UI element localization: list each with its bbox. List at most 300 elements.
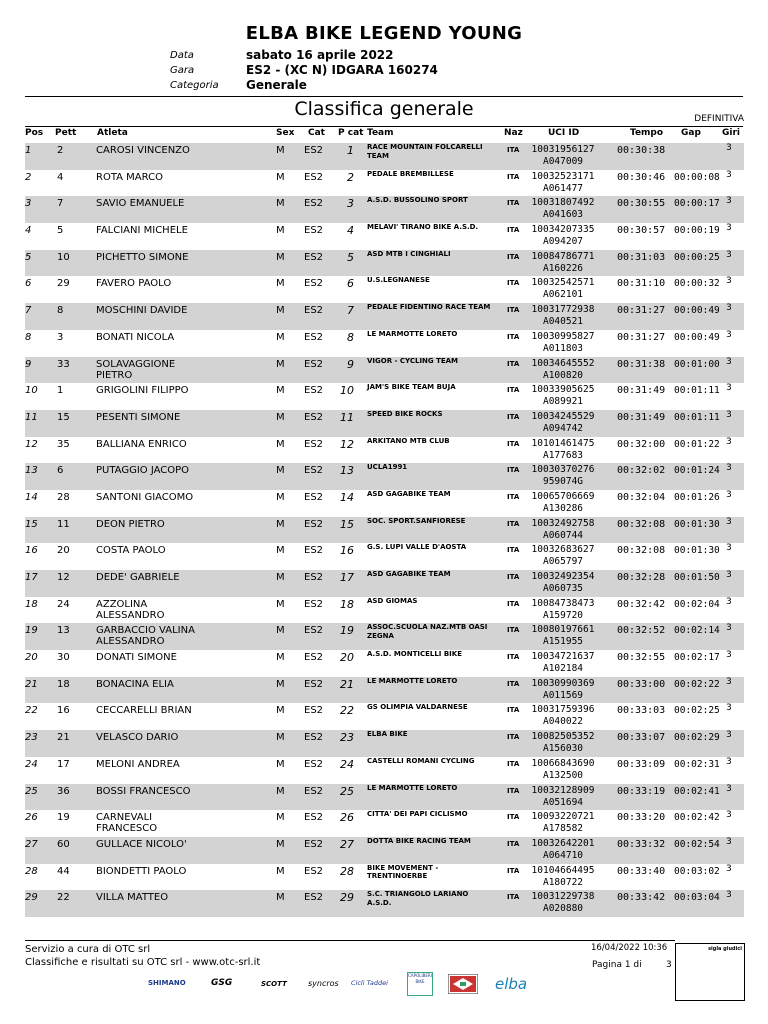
meta-categoria-label: Categoria bbox=[170, 80, 219, 91]
category-cell: ES2 bbox=[304, 171, 324, 183]
team-cell: LE MARMOTTE LORETO bbox=[367, 329, 458, 338]
page-total: 3 bbox=[666, 960, 672, 970]
bib-cell: 11 bbox=[57, 518, 70, 530]
laps-cell: 3 bbox=[726, 570, 732, 580]
uci-id-cell bbox=[530, 384, 596, 408]
athlete-cell: FAVERO PAOLO bbox=[96, 278, 172, 290]
team-cell: ASD GAGABIKE TEAM bbox=[367, 489, 451, 498]
athlete-cell: SANTONI GIACOMO bbox=[96, 491, 194, 503]
category-position-cell: 5 bbox=[347, 250, 354, 264]
time-cell: 00:33:42 bbox=[617, 892, 666, 904]
uci-id-number: 10032542571 bbox=[531, 277, 595, 289]
team-cell: ARKITANO MTB CLUB bbox=[367, 436, 450, 445]
time-cell: 00:30:57 bbox=[617, 225, 666, 237]
table-row bbox=[25, 597, 744, 624]
scott-logo: SCOTT bbox=[261, 980, 287, 988]
taddei-logo: Cicli Taddei bbox=[351, 979, 388, 987]
uci-id-cell bbox=[530, 277, 596, 301]
team-cell: PEDALE FIDENTINO RACE TEAM bbox=[367, 303, 491, 312]
category-position-cell: 6 bbox=[347, 277, 354, 291]
status-label: DEFINITIVA bbox=[694, 114, 744, 124]
capoliberi-logo: CAPOLIBERI BIKE bbox=[407, 972, 433, 996]
uci-id-code: A178582 bbox=[542, 823, 584, 835]
sex-cell: M bbox=[276, 652, 285, 664]
pos-cell: 27 bbox=[25, 838, 38, 850]
team-cell: CITTA' DEI PAPI CICLISMO bbox=[367, 810, 468, 819]
time-cell: 00:30:46 bbox=[617, 171, 666, 183]
gap-cell: 00:01:26 bbox=[674, 491, 720, 503]
table-row bbox=[25, 703, 744, 730]
flag-logo bbox=[448, 974, 478, 996]
bib-cell: 6 bbox=[57, 465, 64, 477]
table-row bbox=[25, 730, 744, 757]
category-position-cell: 12 bbox=[340, 437, 354, 451]
nation-cell: ITA bbox=[507, 332, 520, 341]
nation-cell: ITA bbox=[507, 252, 520, 261]
sex-cell: M bbox=[276, 225, 285, 237]
bib-cell: 17 bbox=[57, 758, 70, 770]
athlete-cell: BIONDETTI PAOLO bbox=[96, 865, 187, 877]
uci-id-number: 10104664495 bbox=[531, 864, 595, 876]
regional-flag-icon bbox=[448, 974, 478, 994]
uci-id-number: 10032492758 bbox=[531, 517, 595, 529]
bib-cell: 15 bbox=[57, 411, 70, 423]
uci-id-code: A159720 bbox=[542, 609, 584, 621]
team-cell: ASSOC.SCUOLA NAZ.MTB OASI ZEGNA bbox=[367, 623, 488, 640]
laps-cell: 3 bbox=[726, 703, 732, 714]
laps-cell: 3 bbox=[726, 409, 732, 420]
sex-cell: M bbox=[276, 865, 285, 877]
uci-id-cell bbox=[530, 251, 596, 275]
sex-cell: M bbox=[276, 598, 285, 610]
uci-id-cell bbox=[530, 331, 596, 355]
time-cell: 00:33:09 bbox=[617, 758, 666, 770]
table-row bbox=[25, 757, 744, 784]
time-cell: 00:32:02 bbox=[617, 465, 666, 477]
athlete-cell: DEDE' GABRIELE bbox=[96, 572, 180, 583]
category-position-cell: 10 bbox=[340, 384, 354, 398]
gap-cell: 00:02:04 bbox=[674, 598, 720, 610]
table-row bbox=[25, 543, 744, 570]
page-label: Pagina 1 di bbox=[592, 960, 642, 970]
category-cell: ES2 bbox=[304, 705, 324, 717]
gap-cell: 00:02:41 bbox=[674, 785, 720, 797]
uci-id-cell bbox=[530, 144, 596, 168]
uci-id-code: A089921 bbox=[542, 396, 584, 408]
pos-cell: 24 bbox=[25, 758, 38, 770]
category-cell: ES2 bbox=[304, 732, 324, 744]
category-position-cell: 8 bbox=[347, 330, 354, 344]
team-cell: BIKE MOVEMENT - TRENTINOERBE bbox=[367, 863, 439, 881]
team-cell: A.S.D. MONTICELLI BIKE bbox=[367, 650, 462, 659]
team-cell: A.S.D. BUSSOLINO SPORT bbox=[367, 196, 468, 205]
table-row bbox=[25, 196, 744, 223]
team-cell: ELBA BIKE bbox=[367, 730, 408, 739]
pos-cell: 15 bbox=[25, 518, 38, 530]
category-cell: ES2 bbox=[304, 491, 324, 503]
nation-cell: ITA bbox=[507, 226, 520, 235]
category-position-cell: 2 bbox=[347, 170, 354, 184]
pos-cell: 16 bbox=[25, 545, 38, 557]
pos-cell: 21 bbox=[25, 678, 38, 690]
athlete-cell: BOSSI FRANCESCO bbox=[96, 785, 191, 797]
uci-id-code: A130286 bbox=[542, 502, 584, 514]
nation-cell: ITA bbox=[507, 813, 520, 822]
uci-id-code: A180722 bbox=[542, 876, 584, 888]
col-uci: UCI ID bbox=[548, 128, 580, 138]
athlete-cell: DEON PIETRO bbox=[96, 518, 165, 530]
bib-cell: 60 bbox=[57, 838, 70, 850]
uci-id-number: 10034721637 bbox=[531, 651, 595, 663]
bib-cell: 44 bbox=[57, 865, 70, 877]
category-cell: ES2 bbox=[304, 652, 324, 664]
category-position-cell: 14 bbox=[340, 490, 354, 504]
col-atleta: Atleta bbox=[97, 128, 128, 138]
uci-id-number: 10030370276 bbox=[531, 464, 595, 476]
nation-cell: ITA bbox=[507, 519, 520, 528]
category-position-cell: 20 bbox=[340, 651, 354, 665]
athlete-cell: DONATI SIMONE bbox=[96, 652, 177, 664]
uci-id-cell bbox=[530, 811, 596, 835]
table-row bbox=[25, 223, 744, 250]
category-position-cell: 1 bbox=[347, 144, 354, 157]
table-row bbox=[25, 276, 744, 303]
laps-cell: 3 bbox=[726, 436, 732, 447]
category-cell: ES2 bbox=[304, 278, 324, 290]
uci-id-cell bbox=[530, 651, 596, 675]
nation-cell: ITA bbox=[507, 412, 520, 421]
pos-cell: 7 bbox=[25, 305, 32, 317]
uci-id-cell bbox=[530, 224, 596, 248]
pos-cell: 4 bbox=[25, 225, 32, 237]
category-cell: ES2 bbox=[304, 198, 324, 210]
uci-id-cell bbox=[530, 838, 596, 862]
bib-cell: 2 bbox=[57, 145, 64, 156]
nation-cell: ITA bbox=[507, 386, 520, 395]
uci-id-code: A051694 bbox=[542, 796, 584, 808]
laps-cell: 3 bbox=[726, 516, 732, 527]
laps-cell: 3 bbox=[726, 890, 732, 901]
page-subtitle: Classifica generale bbox=[294, 98, 474, 120]
gap-cell: 00:02:29 bbox=[674, 732, 720, 744]
laps-cell: 3 bbox=[726, 676, 732, 687]
time-cell: 00:33:20 bbox=[617, 812, 666, 824]
athlete-cell: COSTA PAOLO bbox=[96, 545, 166, 557]
team-cell: UCLA1991 bbox=[367, 463, 408, 472]
nation-cell: ITA bbox=[507, 492, 520, 501]
laps-cell: 3 bbox=[726, 623, 732, 634]
laps-cell: 3 bbox=[726, 223, 732, 234]
category-cell: ES2 bbox=[304, 251, 324, 263]
nation-cell: ITA bbox=[507, 653, 520, 662]
sex-cell: M bbox=[276, 411, 285, 423]
gap-cell: 00:02:54 bbox=[674, 838, 720, 850]
category-cell: ES2 bbox=[304, 892, 324, 904]
gap-cell: 00:01:00 bbox=[674, 358, 720, 370]
col-naz: Naz bbox=[504, 128, 523, 138]
meta-gara-value: ES2 - (XC N) IDGARA 160274 bbox=[246, 63, 438, 77]
uci-id-number: 10033905625 bbox=[531, 384, 595, 396]
team-cell: DOTTA BIKE RACING TEAM bbox=[367, 836, 471, 845]
uci-id-number: 10084738473 bbox=[531, 597, 595, 609]
time-cell: 00:32:55 bbox=[617, 652, 666, 664]
sex-cell: M bbox=[276, 678, 285, 690]
laps-cell: 3 bbox=[726, 463, 732, 474]
table-row bbox=[25, 303, 744, 330]
gap-cell: 00:00:19 bbox=[674, 225, 720, 237]
pos-cell: 29 bbox=[25, 892, 38, 904]
uci-id-code: A060735 bbox=[542, 583, 584, 594]
category-position-cell: 9 bbox=[347, 357, 354, 371]
category-position-cell: 23 bbox=[340, 731, 354, 745]
results-table bbox=[25, 143, 744, 917]
team-cell: U.S.LEGNANESE bbox=[367, 276, 430, 285]
uci-id-code: A040022 bbox=[542, 716, 584, 728]
uci-id-code: 959074G bbox=[542, 476, 584, 488]
pos-cell: 17 bbox=[25, 572, 38, 583]
gap-cell: 00:00:49 bbox=[674, 331, 720, 343]
table-row bbox=[25, 490, 744, 517]
bib-cell: 21 bbox=[57, 732, 70, 744]
uci-id-cell bbox=[530, 304, 596, 328]
meta-data-label: Data bbox=[170, 50, 194, 61]
sex-cell: M bbox=[276, 732, 285, 744]
uci-id-code: A156030 bbox=[542, 743, 584, 755]
gap-cell: 00:02:22 bbox=[674, 678, 720, 690]
time-cell: 00:33:19 bbox=[617, 785, 666, 797]
sex-cell: M bbox=[276, 198, 285, 210]
athlete-cell: FALCIANI MICHELE bbox=[96, 225, 188, 237]
pos-cell: 19 bbox=[25, 625, 38, 637]
time-cell: 00:33:03 bbox=[617, 705, 666, 717]
table-row bbox=[25, 570, 744, 597]
sex-cell: M bbox=[276, 572, 285, 583]
pos-cell: 11 bbox=[25, 411, 38, 423]
sex-cell: M bbox=[276, 465, 285, 477]
uci-id-number: 10080197661 bbox=[531, 624, 595, 636]
category-cell: ES2 bbox=[304, 411, 324, 423]
pos-cell: 18 bbox=[25, 598, 38, 610]
table-row bbox=[25, 650, 744, 677]
uci-id-cell bbox=[530, 518, 596, 542]
category-cell: ES2 bbox=[304, 758, 324, 770]
team-cell: ASD MTB I CINGHIALI bbox=[367, 249, 451, 258]
time-cell: 00:31:27 bbox=[617, 305, 666, 317]
time-cell: 00:31:27 bbox=[617, 331, 666, 343]
uci-id-number: 10034645552 bbox=[531, 357, 595, 369]
bib-cell: 8 bbox=[57, 305, 64, 317]
subtitle-divider bbox=[25, 126, 743, 127]
bib-cell: 19 bbox=[57, 812, 70, 824]
category-position-cell: 27 bbox=[340, 837, 354, 851]
pos-cell: 2 bbox=[25, 171, 32, 183]
time-cell: 00:31:10 bbox=[617, 278, 666, 290]
uci-id-cell bbox=[530, 704, 596, 728]
meta-gara-label: Gara bbox=[170, 65, 195, 76]
col-tempo: Tempo bbox=[630, 128, 664, 138]
uci-id-code: A100820 bbox=[542, 369, 584, 381]
uci-id-number: 10093220721 bbox=[531, 811, 595, 823]
table-row bbox=[25, 517, 744, 544]
laps-cell: 3 bbox=[726, 756, 732, 767]
athlete-cell: BONATI NICOLA bbox=[96, 331, 175, 343]
category-cell: ES2 bbox=[304, 812, 324, 824]
gap-cell: 00:00:08 bbox=[674, 171, 720, 183]
team-cell: RACE MOUNTAIN FOLCARELLI TEAM bbox=[367, 143, 483, 160]
sex-cell: M bbox=[276, 145, 285, 156]
sex-cell: M bbox=[276, 278, 285, 290]
uci-id-cell bbox=[530, 464, 596, 488]
athlete-cell: BALLIANA ENRICO bbox=[96, 438, 187, 450]
athlete-cell: MELONI ANDREA bbox=[96, 758, 180, 770]
category-cell: ES2 bbox=[304, 865, 324, 877]
time-cell: 00:33:32 bbox=[617, 838, 666, 850]
bib-cell: 36 bbox=[57, 785, 70, 797]
col-giri: Giri bbox=[722, 128, 740, 138]
uci-id-number: 10031807492 bbox=[531, 197, 595, 209]
laps-cell: 3 bbox=[726, 303, 732, 314]
uci-id-cell bbox=[530, 544, 596, 568]
table-row bbox=[25, 250, 744, 277]
nation-cell: ITA bbox=[507, 439, 520, 448]
laps-cell: 3 bbox=[726, 196, 732, 207]
gap-cell: 00:00:17 bbox=[674, 198, 720, 210]
athlete-cell: CECCARELLI BRIAN bbox=[96, 705, 192, 717]
uci-id-number: 10031956127 bbox=[531, 144, 595, 155]
gsg-logo: GSG bbox=[211, 978, 233, 988]
category-position-cell: 29 bbox=[340, 891, 354, 905]
table-row bbox=[25, 890, 744, 917]
category-cell: ES2 bbox=[304, 785, 324, 797]
table-row bbox=[25, 383, 744, 410]
team-cell: ASD GIOMAS bbox=[367, 596, 418, 605]
nation-cell: ITA bbox=[507, 893, 520, 902]
laps-cell: 3 bbox=[726, 810, 732, 821]
nation-cell: ITA bbox=[507, 866, 520, 875]
bib-cell: 22 bbox=[57, 892, 70, 904]
bib-cell: 5 bbox=[57, 225, 64, 237]
header-divider bbox=[25, 96, 743, 97]
category-position-cell: 3 bbox=[347, 197, 354, 211]
category-cell: ES2 bbox=[304, 358, 324, 370]
uci-id-number: 10032128909 bbox=[531, 784, 595, 796]
pos-cell: 12 bbox=[25, 438, 38, 450]
uci-id-number: 10101461475 bbox=[531, 437, 595, 449]
gap-cell: 00:01:30 bbox=[674, 518, 720, 530]
uci-id-number: 10032523171 bbox=[531, 170, 595, 182]
category-cell: ES2 bbox=[304, 385, 324, 397]
syncros-logo: syncros bbox=[308, 979, 339, 988]
gap-cell: 00:01:11 bbox=[674, 411, 720, 423]
uci-id-code: A040521 bbox=[542, 316, 584, 328]
uci-id-code: A132500 bbox=[542, 769, 584, 781]
pos-cell: 1 bbox=[25, 145, 32, 156]
bib-cell: 13 bbox=[57, 625, 70, 637]
time-cell: 00:33:07 bbox=[617, 732, 666, 744]
pos-cell: 23 bbox=[25, 732, 38, 744]
uci-id-cell bbox=[530, 197, 596, 221]
category-position-cell: 17 bbox=[340, 571, 354, 584]
footer-divider bbox=[25, 940, 675, 941]
shimano-logo: SHIMANO bbox=[148, 979, 186, 987]
col-pcat: P cat bbox=[338, 128, 364, 138]
pos-cell: 26 bbox=[25, 812, 38, 824]
laps-cell: 3 bbox=[726, 249, 732, 260]
time-cell: 00:32:28 bbox=[617, 572, 666, 583]
bib-cell: 29 bbox=[57, 278, 70, 290]
category-position-cell: 25 bbox=[340, 784, 354, 798]
athlete-cell: SOLAVAGGIONE PIETRO bbox=[96, 358, 176, 381]
athlete-cell: GULLACE NICOLO' bbox=[96, 838, 187, 850]
footer-line-website: Classifiche e risultati su OTC srl - www.otc-srl.it bbox=[25, 957, 261, 968]
document-title: ELBA BIKE LEGEND YOUNG bbox=[245, 23, 523, 44]
athlete-cell: CAROSI VINCENZO bbox=[96, 145, 190, 156]
uci-id-code: A041603 bbox=[542, 209, 584, 221]
category-cell: ES2 bbox=[304, 145, 324, 156]
sex-cell: M bbox=[276, 491, 285, 503]
category-position-cell: 15 bbox=[340, 517, 354, 531]
print-datetime: 16/04/2022 10:36 bbox=[591, 943, 668, 953]
uci-id-number: 10034207335 bbox=[531, 224, 595, 236]
uci-id-code: A011803 bbox=[542, 342, 584, 354]
gap-cell: 00:03:04 bbox=[674, 892, 720, 904]
athlete-cell: VELASCO DARIO bbox=[96, 732, 179, 744]
pos-cell: 9 bbox=[25, 358, 32, 370]
table-row bbox=[25, 463, 744, 490]
uci-id-number: 10030990369 bbox=[531, 677, 595, 689]
laps-cell: 3 bbox=[726, 489, 732, 500]
category-cell: ES2 bbox=[304, 678, 324, 690]
category-cell: ES2 bbox=[304, 838, 324, 850]
table-row bbox=[25, 810, 744, 837]
laps-cell: 3 bbox=[726, 836, 732, 847]
nation-cell: ITA bbox=[507, 786, 520, 795]
sex-cell: M bbox=[276, 358, 285, 370]
laps-cell: 3 bbox=[726, 596, 732, 607]
uci-id-code: A065797 bbox=[542, 556, 584, 568]
bib-cell: 24 bbox=[57, 598, 70, 610]
col-pett: Pett bbox=[55, 128, 77, 138]
uci-id-code: A060744 bbox=[542, 529, 584, 541]
sex-cell: M bbox=[276, 758, 285, 770]
gap-cell: 00:01:50 bbox=[674, 572, 720, 583]
uci-id-cell bbox=[530, 598, 596, 622]
category-cell: ES2 bbox=[304, 625, 324, 637]
col-team: Team bbox=[367, 128, 394, 138]
uci-id-cell bbox=[530, 171, 596, 195]
bib-cell: 4 bbox=[57, 171, 64, 183]
uci-id-code: A061477 bbox=[542, 182, 584, 194]
sex-cell: M bbox=[276, 625, 285, 637]
nation-cell: ITA bbox=[507, 733, 520, 742]
pos-cell: 3 bbox=[25, 198, 32, 210]
team-cell: LE MARMOTTE LORETO bbox=[367, 676, 458, 685]
category-position-cell: 7 bbox=[347, 304, 354, 318]
uci-id-code: A047009 bbox=[542, 156, 584, 167]
nation-cell: ITA bbox=[507, 573, 520, 581]
uci-id-code: A011569 bbox=[542, 689, 584, 701]
sex-cell: M bbox=[276, 251, 285, 263]
nation-cell: ITA bbox=[507, 626, 520, 635]
bib-cell: 10 bbox=[57, 251, 70, 263]
nation-cell: ITA bbox=[507, 306, 520, 315]
nation-cell: ITA bbox=[507, 759, 520, 768]
pos-cell: 22 bbox=[25, 705, 38, 717]
uci-id-code: A064710 bbox=[542, 849, 584, 861]
meta-data-value: sabato 16 aprile 2022 bbox=[246, 48, 394, 62]
category-cell: ES2 bbox=[304, 225, 324, 237]
uci-id-cell bbox=[530, 571, 596, 595]
